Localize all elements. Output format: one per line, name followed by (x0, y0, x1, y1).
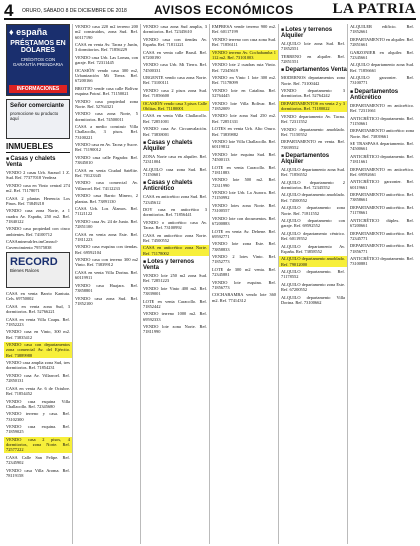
classified-ad: ANTICRÉTICO dúplex. Ref. 67200661 (350, 217, 414, 229)
classified-ad: VENDO casa 220 m2 terreno 200 m2 construidos, zona Sud. Ref. 60117190 (75, 24, 138, 40)
classified-ad: VENDO lote con documentos. Ref. 67200883 (212, 215, 276, 227)
ad-list (73, 24, 140, 306)
classified-ad: VENDO lote zona Sud 250 m2. Ref. 72851331 (212, 113, 276, 124)
classified-ad: VENDO lote Villa Challacollo. Ref. 60119812 (212, 139, 276, 150)
column-4 (209, 24, 278, 544)
classified-ad: VENDO casa con terreno 300 m2 Vinto. Ref. 73839912 (75, 257, 138, 268)
classified-ad: EMPRESA vende terreno 900 m2. Ref. 60117199 (212, 24, 276, 35)
section-head-inmuebles: INMUEBLES (6, 142, 70, 153)
classified-ad: CASA en anticrético zona Norte. Ref. 74500552 (143, 232, 207, 243)
category-heading: ■ Casas y chalets Alquiler (141, 140, 209, 152)
classified-ad: VENDO casa Huajara. Ref. 73858801 (75, 282, 138, 294)
column-1 (4, 24, 72, 544)
classified-ad: VENDO departamento Av. Tacna. Ref. 72311552 (281, 113, 345, 125)
classified-ad: VENDO casa en Vinto, 300 m2. Ref. 73835412 (6, 329, 70, 340)
classified-ad: ALQUILO departamento zona Este. Ref. 67200552 (281, 281, 345, 293)
classified-ad: COCHABAMBA vendo lote 360 m2. Ref. 77414312 (212, 292, 276, 303)
ad-list (279, 114, 347, 150)
ad-list (141, 113, 209, 136)
classified-ad: VENDO casa en Av. Tacna y Sucre. Ref. 71190012 (75, 142, 138, 153)
classified-ad: ALQUILO departamento zona Norte. Ref. 71811552 (281, 205, 345, 216)
classified-ad: DOY casa en anticrético 3 dormitorios. Ref. 71856441 (143, 207, 207, 218)
classified-ad: ANTICRÉTICO departamento. Ref. 71150661 (350, 115, 414, 126)
classified-ad: LOTE en venta Av. Dehene. Ref. 69592771 (212, 228, 276, 239)
classified-ad: DEPARTAMENTO en anticrético. Ref. 69592661 (350, 166, 414, 177)
classified-ad: VENDO en Vinto 1 lote 300 m2. Ref. 71178099 (212, 75, 276, 86)
classified-ad: VENDO lote esquina. Ref. 71856773 (212, 279, 276, 290)
category-heading: ■ Lotes y terrenos Alquiler (279, 27, 347, 39)
category-heading: ■ Lotes y terrenos Venta (141, 259, 209, 271)
classified-ad: BROTTO vende casa calle Bolívar esquina Potosí. Ref. 71150021 (75, 85, 138, 97)
classified-ad: ALQUILO departamento 2 dormitorios. Ref. 72345552 (281, 179, 345, 190)
highlighted-ad: DEPARTAMENTOS en venta 2 y 3 dormitorios. Ref. 71180022 (281, 100, 345, 112)
classified-ad: VENDO casa zona Sud. Ref. 71852100 (75, 295, 138, 306)
classified-ad: VENDO lotes zona Norte. Ref. 73100557 (212, 202, 276, 214)
classified-ad: DEPARTAMENTO en anticrético. Ref. 72311661 (350, 102, 414, 114)
classified-ad: LOTE en venta Caracollo. Ref. 71852442 (143, 298, 207, 309)
classified-ad: OCASIÓN vendo casa 300 m2, Urbanización Mi Tierra. Ref. 67200166 (75, 67, 138, 84)
classified-ad: ALQUILO casa zona Sud. Ref. 71150601 (143, 166, 207, 177)
classified-ad: CASA 2 plantas Herencia Los Pinos. Ref. 73849218 (6, 195, 70, 206)
highlighted-ad: VENDO terreno Av. Cochabamba 1 112 m2. Ref. 73101003 (212, 49, 276, 60)
classified-ad: CASA en venta Ciudad Satélite. Ref. 70123345 (75, 167, 138, 178)
highlighted-ad: OCASIÓN vendo casa 3 pisos Calle Oblitas. Ref. 71180001 (143, 100, 207, 111)
classified-ad: VENDO casa comercial Av. Villarroel. Ref. 74112233 (75, 180, 138, 191)
classified-ad: ALQUILO departamento amoblado. Ref. 74500552 (281, 192, 346, 203)
classified-ad: URGENTE vendo casa zona Norte. Ref. 73100111 (143, 75, 207, 86)
classified-ad: CASA a medio construir Villa Challacollo, 3 pisos. Ref. 73100221 (75, 124, 138, 140)
masthead: LA PATRIA (332, 1, 416, 17)
classified-ad: ALQUILO departamento Av. España. Ref. 73858552 (281, 243, 345, 254)
classified-ad: VENDO casa 2 pisos zona Sud. Ref. 71856600 (143, 87, 207, 99)
ad-list (141, 273, 209, 335)
classified-ad: VENDO casa en Vinto central 274 m2. Ref. 71178071 (6, 182, 70, 194)
classified-ad: ANTICRÉTICO departamento. Ref. 71811661 (350, 153, 414, 165)
category-heading: ■ Departamentos Venta (279, 67, 347, 73)
classified-ad: CASA en venta Villa Challacollo. Ref. 72851001 (143, 113, 207, 124)
ad-list (4, 170, 72, 250)
classified-ad: VENDO casa Av. Villarroel. Ref. 72850131 (6, 372, 70, 384)
classified-ad: CASA en anticrético zona Sud. Ref. 72345612 (143, 194, 207, 205)
record-title: RECORD (10, 255, 58, 268)
ad-list (348, 103, 416, 267)
promo-title: Señor comerciante (10, 103, 65, 109)
classified-ad: VENDO terreno 1000 m2. Ref. 69592333 (143, 311, 207, 322)
classified-ad: VENDO o anticrético casa Av. Tacna. Ref. 73100992 (143, 219, 207, 231)
classified-ad: VENDO casa propiedad zona Norte. Ref. 52764321 (75, 98, 138, 109)
category-heading: ■ Casas y chalets Venta (4, 156, 72, 168)
highlighted-ad: VENDO casa 2 pisos, 4 dormitorios, zona Norte. Ref. 72577222 (6, 436, 70, 453)
ad-list (4, 291, 72, 340)
ad-list (141, 194, 209, 243)
classified-ad: CASA en venta Av. 6 de Octubre. Ref. 71854452 (6, 385, 70, 397)
classified-ad: VENDO lote zona Norte. Ref. 71811990 (143, 324, 207, 335)
ad-list (279, 41, 347, 64)
ad-list (348, 24, 416, 86)
classified-ad: DEPARTAMENTO en venta. Ref. 73839552 (281, 139, 345, 150)
columns (4, 24, 416, 544)
ad-list (279, 75, 347, 98)
classified-ad: VENDO casa Av. Circunvalación. Ref. 73838001 (143, 126, 207, 137)
classified-ad: VENDO lote Vinto 400 m2. Ref. 73839001 (143, 285, 207, 297)
classified-ad: DEPARTAMENTO anticrético zona Norte. Ref. 73839661 (350, 128, 414, 139)
classified-ad: CASA en venta Barrio Kantuta. Cels. 69750002 (6, 290, 70, 302)
classified-ad: VENDO casa amplia zona Sud, tres dormitorios. Ref. 71854231 (6, 360, 70, 371)
classified-ad: CASA en venta calle Brasil. Ref. 67200190 (143, 49, 207, 60)
classified-ad: DEPARTAMENTO anticrético. Ref. 72345771 (350, 230, 415, 241)
ad-list (279, 269, 347, 305)
classified-ad: VENDO casa Villa Aroma. Ref. 78119158 (6, 467, 70, 479)
classified-ad: VENDO casa propiedad con cinco ambientes. Ref. 74100712 (6, 226, 70, 237)
category-heading: ■ Departamentos Anticrético (348, 89, 416, 101)
classified-ad: VENDO casa Barrio Minero, 2 plantas. Ref. 73891130 (75, 193, 138, 204)
classified-ad: CASA en venta Villa Coapu. Ref. 71852223 (6, 316, 70, 327)
classified-ad: VENDO casa zona Norte, 5 dormitorios. Ref. 74500011 (75, 111, 138, 122)
classified-ad: VENDO lote 500 m2. Ref. 72311990 (212, 177, 276, 188)
classified-ad: VENDO casa con tiendas Av. España. Ref. 71811221 (143, 36, 207, 48)
banner-headline: PRÉSTAMOS EN DÓLARES (10, 40, 66, 54)
espana-logo: ♦ españa (9, 27, 48, 37)
classified-ad: VENDO departamento amoblado. Ref. 71150552 (281, 126, 345, 137)
ad-list (4, 360, 72, 435)
classified-ad: VENDO casa esquina con tiendas. Ref. 69592104 (75, 244, 138, 255)
classified-ad: ALQUILO departamento. Ref. 71178552 (281, 269, 345, 280)
classified-ad: VENDO lote Villa Bolívar. Ref. 71852009 (212, 100, 276, 111)
classified-ad: ALQUILO departamento zona Sud. Ref. 71856661 (350, 62, 414, 73)
classified-ad: ALQUILO departamento zona Sud. Ref. 71856552 (281, 166, 345, 178)
classified-ad: ALQUILO departamento con garaje. Ref. 69592552 (281, 218, 345, 229)
classified-ad: ALQUILO garzonier. Ref. 73100771 (350, 75, 414, 86)
classified-ad: VENDO casa zona Norte, a 1 cuadra Av. España, 250 m2. Ref. 71840122 (6, 208, 70, 224)
highlighted-ad: CASA en anticrético zona Norte. Ref. 71178002 (143, 245, 207, 256)
classified-ad: VENDO casa esquina Villa Challacollo. Ref. 72345680 (6, 398, 70, 409)
classified-ad: VENDO casa Av. 24 de Junio. Ref. 72851100 (75, 218, 138, 230)
highlighted-ad: VENDO casa con departamentos zona comercial Av. del Ejército. Ref. 73889988 (6, 342, 70, 358)
classified-ad: DEPARTAMENTO anticrético. Ref. 73858661 (350, 192, 415, 203)
banner-footer: INFORMACIONES (9, 85, 67, 93)
page-header (4, 2, 416, 20)
column-6 (347, 24, 416, 544)
classified-ad: CASA en venta zona Sud, 3 dormitorios. Ref. 52766221 (6, 303, 70, 315)
classified-ad: VENDO casa calle Pagador. Ref. 73845010 (75, 154, 138, 166)
classified-ad: VENDO departamento 3 dormitorios. Ref. 52764242 (281, 88, 345, 99)
classified-ad: MODERNOS departamentos zona Norte. Ref. 73100442 (281, 75, 345, 86)
classified-ad: VENDO terreno con casa zona Sud. Ref. 71856111 (212, 36, 276, 48)
classified-ad: SE TRASPASA departamento. Ref. 74500661 (350, 141, 414, 152)
category-heading: ■ Casas y chalets Anticrético (141, 180, 209, 192)
classified-ad: VENDO lote zona Este. Ref. 73858833 (212, 241, 276, 252)
publication-date: ORURO, SÁBADO 8 DE DICIEMBRE DE 2018 (22, 8, 127, 14)
column-2 (72, 24, 140, 544)
promo-subtitle: promocione su producto aquí (10, 111, 59, 121)
classified-ad: LOTES en venta Urb. Alto Oruro. Ref. 73839882 (212, 126, 276, 137)
classified-ad: VENDO casa Urb. Las Lomas, con garaje. Ref. 72311445 (75, 54, 138, 66)
classified-ad: VENDO terreno y casa. Ref. 73102300 (6, 411, 70, 422)
ad-list (4, 455, 72, 478)
classified-ad: VENDO lote 2 cuadras ruta Vinto. Ref. 72345619 (212, 62, 276, 73)
classified-ad: VENDO casa esquina. Ref. 71859025 (6, 424, 70, 435)
classified-ad: LOTE de 300 m2 venta. Ref. 72345881 (212, 266, 276, 278)
classified-ad: CASA en venta Villa Dorina. Ref. 60119911 (75, 269, 138, 281)
classified-ad: VENDO 2 casas Urb. Sarasol 1 Z. Sud. Ref. 77377018 Verdeza (6, 170, 70, 181)
classified-ad: GARZONIER en alquiler. Ref. 72345661 (350, 49, 414, 60)
classified-ad: DEPARTAMENTO anticrético. Ref. 71856771 (350, 243, 415, 254)
classified-ad: ALQUILO lote zona Sud. Ref. 71852551 (281, 41, 345, 52)
classified-ad: LOTE en venta Caracollo. Ref. 71811883 (212, 164, 276, 175)
classified-ad: VENDO casa zona Sud amplia, 3 dormitorios. Ref. 72345610 (143, 24, 207, 35)
record-subtitle: Bienes Raíces (10, 267, 40, 273)
ad-list (279, 167, 347, 254)
classified-ad: CASA Calle San Felipe. Ref. 72345902 (6, 454, 70, 466)
classified-ad: VENDO casa Urb. Mi Tierra. Ref. 74500331 (143, 62, 207, 73)
ad-list (141, 154, 209, 177)
record-ad (6, 252, 70, 288)
classified-ad: TERRENO en alquiler. Ref. 72851551 (281, 53, 345, 65)
classified-ad: ZONA Norte casa en alquiler. Ref. 72311004 (143, 153, 207, 165)
page-number: 4 (4, 1, 14, 20)
section-title: AVISOS ECONÓMICOS (154, 3, 294, 17)
classified-ad: VENDO lote esquina Sud. Ref. 74500113 (212, 151, 276, 163)
classified-ad: VENDO lote en Catalina. Ref. 52764445 (212, 87, 276, 99)
ad-list (210, 62, 278, 303)
classified-ad: ALQUILO departamento Villa Dorina. Ref. 73100662 (281, 294, 345, 305)
category-heading: ■ Departamentos Alquiler (279, 153, 347, 165)
ad-list (141, 24, 209, 99)
classified-ad: ALQUILO departamento céntrico. Ref. 60119552 (281, 230, 345, 242)
classified-ad: CASA en venta Av. Tacna y Junín, 3 dormitorios. Ref. 71856229 (75, 42, 138, 53)
column-3 (140, 24, 209, 544)
classified-ad: CASA en venta zona Este. Ref. 71811223 (75, 231, 138, 242)
classified-ad: DEPARTAMENTO anticrético. Ref. 71178661 (350, 204, 415, 216)
column-5 (278, 24, 347, 544)
espana-banner-ad (6, 24, 70, 96)
classified-ad: ANTICRÉTICO departamento. Ref. 73100881 (350, 256, 414, 267)
classified-ad: ANTICRÉTICO garzonier. Ref. 60119661 (350, 179, 414, 190)
banner-tagline: CRÉDITOS CON GARANTÍA PRENDARIA (12, 57, 64, 67)
classified-ad: CASA Urb. Los Álamos. Ref. 71121122 (75, 206, 138, 217)
classified-ad: VENDO lote 250 m2 zona Sud. Ref. 72851223 (143, 272, 207, 284)
highlighted-ad: ALQUILO departamento amoblado. Ref. 79012000 (281, 256, 346, 267)
ad-list (210, 24, 278, 47)
classified-ad: DEPARTAMENTO en alquiler. Ref. 72851661 (350, 36, 414, 48)
classified-ad: ALQUILER edificio. Ref. 71852661 (350, 24, 414, 35)
classified-ad: VENDO lote Urb. La Aurora. Ref. 71150992 (212, 190, 276, 201)
classified-ad: CASAmineralrles.tmCmnscl-Cuvencimiento 79575838 (6, 239, 59, 250)
classified-ad: VENDO 2 lotes Vinto. Ref. 71852773 (212, 254, 276, 265)
promo-ad (6, 99, 70, 139)
